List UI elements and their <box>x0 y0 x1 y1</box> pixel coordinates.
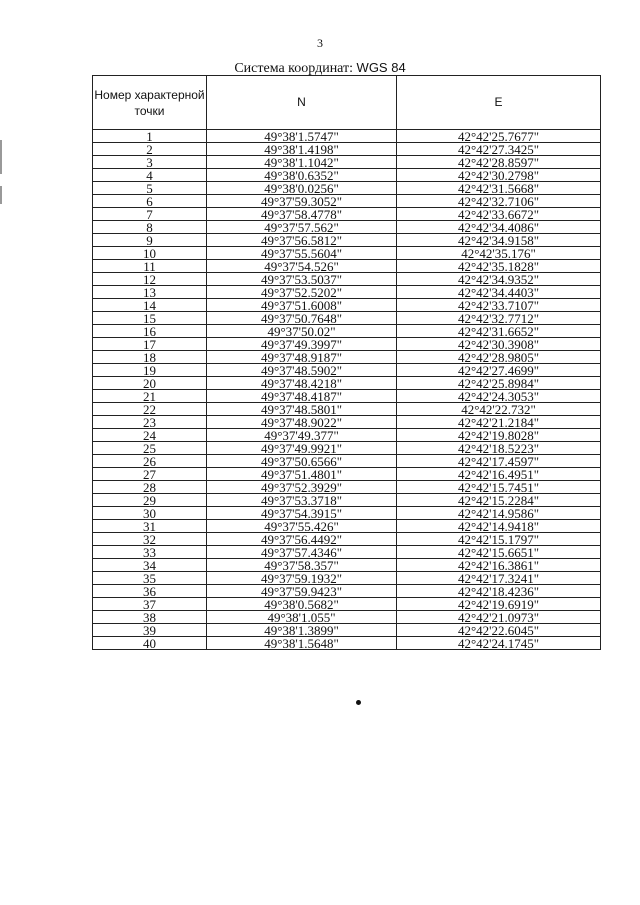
table-row <box>93 156 601 169</box>
north-coordinate-cell <box>207 338 397 351</box>
point-number-cell <box>93 234 207 247</box>
north-coordinate-text: 49°37'49.377" <box>264 428 339 442</box>
point-number-text: 11 <box>143 259 156 273</box>
point-number-text: 10 <box>143 246 156 260</box>
north-coordinate-cell <box>207 390 397 403</box>
north-coordinate-cell <box>207 286 397 299</box>
north-coordinate-text: 49°37'48.9187" <box>260 350 343 364</box>
east-coordinate-text: 42°42'17.4597" <box>457 454 540 468</box>
east-coordinate-text: 42°42'28.8597" <box>457 155 540 169</box>
point-number-cell <box>93 286 207 299</box>
point-number-text: 3 <box>146 155 153 169</box>
point-number-cell <box>93 195 207 208</box>
east-coordinate-cell <box>397 182 601 195</box>
point-number-cell <box>93 637 207 650</box>
bullet-mark <box>356 700 361 705</box>
table-row <box>93 364 601 377</box>
north-coordinate-text: 49°38'0.0256" <box>264 181 339 195</box>
point-number-cell <box>93 507 207 520</box>
east-coordinate-text: 42°42'34.4086" <box>457 220 540 234</box>
north-coordinate-cell <box>207 637 397 650</box>
point-number-text: 6 <box>146 194 153 208</box>
north-coordinate-text: 49°37'57.4346" <box>260 545 343 559</box>
north-coordinate-cell <box>207 182 397 195</box>
north-coordinate-cell <box>207 455 397 468</box>
point-number-text: 18 <box>143 350 156 364</box>
point-number-text: 19 <box>143 363 156 377</box>
east-coordinate-cell <box>397 572 601 585</box>
point-number-text: 20 <box>143 376 156 390</box>
point-number-cell <box>93 208 207 221</box>
north-coordinate-cell <box>207 468 397 481</box>
point-number-cell <box>93 429 207 442</box>
point-number-text: 28 <box>143 480 156 494</box>
point-number-text: 40 <box>143 636 156 650</box>
point-number-cell <box>93 559 207 572</box>
page-number: 3 <box>317 36 323 50</box>
east-coordinate-cell <box>397 624 601 637</box>
east-coordinate-text: 42°42'34.4403" <box>457 285 540 299</box>
point-number-cell <box>93 533 207 546</box>
east-coordinate-text: 42°42'19.8028" <box>457 428 540 442</box>
point-number-text: 12 <box>143 272 156 286</box>
north-coordinate-cell <box>207 143 397 156</box>
east-coordinate-cell <box>397 390 601 403</box>
point-number-text: 9 <box>146 233 153 247</box>
point-number-text: 36 <box>143 584 156 598</box>
east-coordinate-text: 42°42'25.7677" <box>457 129 540 143</box>
table-row <box>93 377 601 390</box>
table-row <box>93 416 601 429</box>
point-number-cell <box>93 455 207 468</box>
east-coordinate-cell <box>397 533 601 546</box>
east-coordinate-text: 42°42'32.7712" <box>457 311 540 325</box>
scan-edge-mark <box>0 140 2 174</box>
table-row <box>93 130 601 143</box>
point-number-text: 14 <box>143 298 156 312</box>
point-number-cell <box>93 221 207 234</box>
east-coordinate-cell <box>397 299 601 312</box>
north-coordinate-text: 49°38'1.1042" <box>264 155 339 169</box>
point-number-text: 2 <box>146 142 153 156</box>
east-coordinate-cell <box>397 598 601 611</box>
north-coordinate-cell <box>207 364 397 377</box>
east-coordinate-text: 42°42'14.9586" <box>457 506 540 520</box>
point-number-cell <box>93 390 207 403</box>
north-coordinate-text: 49°37'52.3929" <box>260 480 343 494</box>
east-coordinate-text: 42°42'30.2798" <box>457 168 540 182</box>
north-coordinate-cell <box>207 520 397 533</box>
east-coordinate-cell <box>397 442 601 455</box>
table-row <box>93 559 601 572</box>
point-number-text: 22 <box>143 402 156 416</box>
header-north: N <box>207 76 397 130</box>
north-coordinate-cell <box>207 611 397 624</box>
north-coordinate-text: 49°37'58.357" <box>264 558 339 572</box>
north-coordinate-text: 49°37'56.5812" <box>260 233 343 247</box>
point-number-cell <box>93 403 207 416</box>
table-row <box>93 429 601 442</box>
north-coordinate-cell <box>207 598 397 611</box>
point-number-text: 5 <box>146 181 153 195</box>
east-coordinate-cell <box>397 481 601 494</box>
east-coordinate-cell <box>397 234 601 247</box>
east-coordinate-text: 42°42'16.3861" <box>457 558 540 572</box>
table-row <box>93 494 601 507</box>
north-coordinate-text: 49°37'48.4218" <box>260 376 343 390</box>
table-row <box>93 468 601 481</box>
table-row <box>93 390 601 403</box>
point-number-cell <box>93 598 207 611</box>
table-row <box>93 273 601 286</box>
north-coordinate-cell <box>207 130 397 143</box>
north-coordinate-text: 49°37'54.526" <box>264 259 339 273</box>
north-coordinate-cell <box>207 234 397 247</box>
east-coordinate-cell <box>397 312 601 325</box>
north-coordinate-text: 49°37'51.4801" <box>260 467 343 481</box>
point-number-text: 16 <box>143 324 156 338</box>
north-coordinate-text: 49°37'49.9921" <box>260 441 343 455</box>
north-coordinate-cell <box>207 546 397 559</box>
point-number-cell <box>93 351 207 364</box>
north-coordinate-text: 49°38'1.3899" <box>264 623 339 637</box>
header-point-number: Номер характерной точки <box>93 76 207 130</box>
point-number-cell <box>93 130 207 143</box>
point-number-cell <box>93 442 207 455</box>
coordinates-table <box>92 75 601 650</box>
east-coordinate-text: 42°42'21.0973" <box>457 610 540 624</box>
point-number-cell <box>93 624 207 637</box>
north-coordinate-cell <box>207 416 397 429</box>
north-coordinate-cell <box>207 377 397 390</box>
north-coordinate-cell <box>207 429 397 442</box>
point-number-text: 7 <box>146 207 153 221</box>
table-row <box>93 195 601 208</box>
north-coordinate-cell <box>207 351 397 364</box>
point-number-cell <box>93 572 207 585</box>
east-coordinate-cell <box>397 429 601 442</box>
point-number-text: 30 <box>143 506 156 520</box>
east-coordinate-cell <box>397 507 601 520</box>
north-coordinate-text: 49°37'56.4492" <box>260 532 343 546</box>
north-coordinate-cell <box>207 247 397 260</box>
point-number-text: 35 <box>143 571 156 585</box>
table-row <box>93 221 601 234</box>
point-number-text: 17 <box>143 337 156 351</box>
east-coordinate-cell <box>397 455 601 468</box>
north-coordinate-text: 49°37'59.9423" <box>260 584 343 598</box>
caption-prefix: Система координат: <box>234 61 357 76</box>
point-number-text: 1 <box>146 129 153 143</box>
point-number-cell <box>93 312 207 325</box>
point-number-cell <box>93 494 207 507</box>
east-coordinate-cell <box>397 338 601 351</box>
east-coordinate-text: 42°42'19.6919" <box>457 597 540 611</box>
point-number-cell <box>93 377 207 390</box>
north-coordinate-text: 49°37'57.562" <box>264 220 339 234</box>
table-row <box>93 351 601 364</box>
east-coordinate-text: 42°42'15.7451" <box>457 480 540 494</box>
east-coordinate-text: 42°42'30.3908" <box>457 337 540 351</box>
table-row <box>93 455 601 468</box>
east-coordinate-cell <box>397 637 601 650</box>
east-coordinate-cell <box>397 156 601 169</box>
east-coordinate-text: 42°42'33.7107" <box>457 298 540 312</box>
north-coordinate-cell <box>207 156 397 169</box>
north-coordinate-text: 49°37'53.3718" <box>260 493 343 507</box>
point-number-text: 24 <box>143 428 156 442</box>
east-coordinate-text: 42°42'27.4699" <box>457 363 540 377</box>
table-row <box>93 182 601 195</box>
north-coordinate-cell <box>207 312 397 325</box>
north-coordinate-cell <box>207 221 397 234</box>
point-number-cell <box>93 182 207 195</box>
point-number-cell <box>93 546 207 559</box>
east-coordinate-text: 42°42'14.9418" <box>457 519 540 533</box>
east-coordinate-cell <box>397 130 601 143</box>
point-number-text: 8 <box>146 220 153 234</box>
east-coordinate-cell <box>397 520 601 533</box>
north-coordinate-text: 49°37'48.5902" <box>260 363 343 377</box>
north-coordinate-text: 49°38'1.4198" <box>264 142 339 156</box>
point-number-cell <box>93 338 207 351</box>
east-coordinate-text: 42°42'35.1828" <box>457 259 540 273</box>
point-number-cell <box>93 611 207 624</box>
point-number-text: 38 <box>143 610 156 624</box>
north-coordinate-text: 49°37'50.02" <box>267 324 336 338</box>
east-coordinate-text: 42°42'15.2284" <box>457 493 540 507</box>
east-coordinate-cell <box>397 403 601 416</box>
point-number-text: 29 <box>143 493 156 507</box>
east-coordinate-cell <box>397 377 601 390</box>
point-number-text: 15 <box>143 311 156 325</box>
east-coordinate-text: 42°42'32.7106" <box>457 194 540 208</box>
east-coordinate-text: 42°42'31.5668" <box>457 181 540 195</box>
point-number-text: 37 <box>143 597 156 611</box>
table-header-row <box>93 76 601 130</box>
caption-system: WGS 84 <box>356 60 406 75</box>
point-number-text: 39 <box>143 623 156 637</box>
north-coordinate-text: 49°37'58.4778" <box>260 207 343 221</box>
north-coordinate-text: 49°38'1.055" <box>267 610 336 624</box>
point-number-cell <box>93 325 207 338</box>
table-row <box>93 208 601 221</box>
east-coordinate-cell <box>397 416 601 429</box>
east-coordinate-text: 42°42'17.3241" <box>457 571 540 585</box>
table-row <box>93 403 601 416</box>
east-coordinate-text: 42°42'24.3053" <box>457 389 540 403</box>
east-coordinate-text: 42°42'27.3425" <box>457 142 540 156</box>
table-row <box>93 611 601 624</box>
east-coordinate-text: 42°42'22.6045" <box>457 623 540 637</box>
north-coordinate-text: 49°37'59.3052" <box>260 194 343 208</box>
point-number-cell <box>93 299 207 312</box>
east-coordinate-cell <box>397 286 601 299</box>
east-coordinate-text: 42°42'16.4951" <box>457 467 540 481</box>
point-number-text: 32 <box>143 532 156 546</box>
table-row <box>93 442 601 455</box>
table-row <box>93 546 601 559</box>
east-coordinate-text: 42°42'34.9158" <box>457 233 540 247</box>
north-coordinate-text: 49°37'48.5801" <box>260 402 343 416</box>
table-row <box>93 481 601 494</box>
point-number-text: 25 <box>143 441 156 455</box>
north-coordinate-text: 49°37'50.6566" <box>260 454 343 468</box>
east-coordinate-cell <box>397 169 601 182</box>
east-coordinate-cell <box>397 468 601 481</box>
table-row <box>93 637 601 650</box>
point-number-text: 26 <box>143 454 156 468</box>
table-row <box>93 572 601 585</box>
east-coordinate-cell <box>397 195 601 208</box>
east-coordinate-cell <box>397 351 601 364</box>
point-number-text: 31 <box>143 519 156 533</box>
north-coordinate-cell <box>207 494 397 507</box>
north-coordinate-cell <box>207 195 397 208</box>
point-number-cell <box>93 520 207 533</box>
table-row <box>93 169 601 182</box>
point-number-text: 13 <box>143 285 156 299</box>
east-coordinate-text: 42°42'22.732" <box>461 402 536 416</box>
north-coordinate-text: 49°37'55.426" <box>264 519 339 533</box>
east-coordinate-cell <box>397 364 601 377</box>
north-coordinate-cell <box>207 507 397 520</box>
point-number-text: 23 <box>143 415 156 429</box>
north-coordinate-text: 49°37'48.9022" <box>260 415 343 429</box>
point-number-cell <box>93 585 207 598</box>
north-coordinate-cell <box>207 169 397 182</box>
scan-edge-mark <box>0 186 2 204</box>
north-coordinate-text: 49°37'52.5202" <box>260 285 343 299</box>
east-coordinate-cell <box>397 585 601 598</box>
point-number-cell <box>93 247 207 260</box>
east-coordinate-text: 42°42'18.4236" <box>457 584 540 598</box>
north-coordinate-text: 49°37'53.5037" <box>260 272 343 286</box>
north-coordinate-text: 49°37'59.1932" <box>260 571 343 585</box>
point-number-text: 34 <box>143 558 156 572</box>
north-coordinate-text: 49°37'54.3915" <box>260 506 343 520</box>
east-coordinate-cell <box>397 559 601 572</box>
north-coordinate-cell <box>207 481 397 494</box>
east-coordinate-cell <box>397 221 601 234</box>
point-number-cell <box>93 273 207 286</box>
north-coordinate-cell <box>207 273 397 286</box>
east-coordinate-cell <box>397 546 601 559</box>
east-coordinate-cell <box>397 143 601 156</box>
table-row <box>93 299 601 312</box>
north-coordinate-text: 49°37'55.5604" <box>260 246 343 260</box>
point-number-text: 27 <box>143 467 156 481</box>
east-coordinate-text: 42°42'34.9352" <box>457 272 540 286</box>
north-coordinate-text: 49°38'1.5648" <box>264 636 339 650</box>
east-coordinate-text: 42°42'18.5223" <box>457 441 540 455</box>
east-coordinate-text: 42°42'15.1797" <box>457 532 540 546</box>
point-number-cell <box>93 143 207 156</box>
table-row <box>93 624 601 637</box>
east-coordinate-cell <box>397 494 601 507</box>
table-row <box>93 143 601 156</box>
east-coordinate-cell <box>397 260 601 273</box>
north-coordinate-cell <box>207 403 397 416</box>
east-coordinate-cell <box>397 273 601 286</box>
table-row <box>93 520 601 533</box>
header-east: E <box>397 76 601 130</box>
north-coordinate-cell <box>207 624 397 637</box>
north-coordinate-text: 49°38'0.5682" <box>264 597 339 611</box>
table-row <box>93 598 601 611</box>
point-number-cell <box>93 169 207 182</box>
east-coordinate-text: 42°42'28.9805" <box>457 350 540 364</box>
east-coordinate-cell <box>397 325 601 338</box>
point-number-text: 33 <box>143 545 156 559</box>
table-row <box>93 325 601 338</box>
point-number-cell <box>93 156 207 169</box>
north-coordinate-text: 49°38'1.5747" <box>264 129 339 143</box>
table-row <box>93 286 601 299</box>
north-coordinate-cell <box>207 533 397 546</box>
point-number-cell <box>93 481 207 494</box>
point-number-text: 21 <box>143 389 156 403</box>
table-row <box>93 312 601 325</box>
north-coordinate-text: 49°37'49.3997" <box>260 337 343 351</box>
north-coordinate-cell <box>207 299 397 312</box>
point-number-cell <box>93 468 207 481</box>
table-row <box>93 585 601 598</box>
east-coordinate-text: 42°42'33.6672" <box>457 207 540 221</box>
east-coordinate-cell <box>397 208 601 221</box>
north-coordinate-cell <box>207 260 397 273</box>
north-coordinate-text: 49°37'50.7648" <box>260 311 343 325</box>
table-row <box>93 234 601 247</box>
north-coordinate-text: 49°37'48.4187" <box>260 389 343 403</box>
point-number-cell <box>93 364 207 377</box>
north-coordinate-cell <box>207 325 397 338</box>
table-row <box>93 507 601 520</box>
east-coordinate-text: 42°42'35.176" <box>461 246 536 260</box>
north-coordinate-cell <box>207 572 397 585</box>
table-row <box>93 338 601 351</box>
point-number-text: 4 <box>146 168 153 182</box>
table-row <box>93 247 601 260</box>
point-number-cell <box>93 260 207 273</box>
north-coordinate-cell <box>207 559 397 572</box>
east-coordinate-text: 42°42'31.6652" <box>457 324 540 338</box>
table-row <box>93 260 601 273</box>
north-coordinate-cell <box>207 442 397 455</box>
east-coordinate-cell <box>397 247 601 260</box>
east-coordinate-text: 42°42'21.2184" <box>457 415 540 429</box>
east-coordinate-text: 42°42'25.8984" <box>457 376 540 390</box>
north-coordinate-text: 49°38'0.6352" <box>264 168 339 182</box>
north-coordinate-text: 49°37'51.6008" <box>260 298 343 312</box>
point-number-cell <box>93 416 207 429</box>
table-row <box>93 533 601 546</box>
east-coordinate-cell <box>397 611 601 624</box>
east-coordinate-text: 42°42'15.6651" <box>457 545 540 559</box>
north-coordinate-cell <box>207 585 397 598</box>
east-coordinate-text: 42°42'24.1745" <box>457 636 540 650</box>
north-coordinate-cell <box>207 208 397 221</box>
